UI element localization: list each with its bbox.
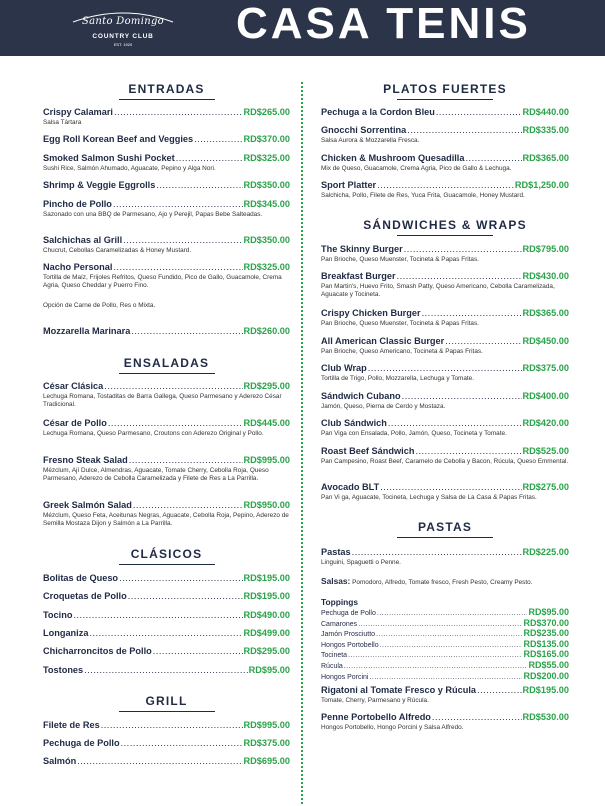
item-name: Avocado BLT <box>321 482 380 492</box>
item-name: Nacho Personal <box>43 262 113 272</box>
menu-item <box>43 573 290 584</box>
section-title: PLATOS FUERTES <box>383 82 507 96</box>
leader-dots <box>114 107 243 118</box>
item-price: RD$795.00 <box>522 244 569 254</box>
item-name: Pechuga a la Cordon Bleu <box>321 107 435 117</box>
leader-dots <box>380 482 521 493</box>
item-name: Smoked Salmon Sushi Pocket <box>43 153 175 163</box>
item-note: Opción de Carne de Pollo, Res o Mixta. <box>43 302 156 309</box>
menu-item <box>43 262 290 290</box>
leader-dots <box>376 631 522 640</box>
section-title: ENTRADAS <box>128 82 205 96</box>
leader-dots <box>368 363 522 374</box>
salsas-list: Pomodoro, Alfredo, Tomate fresco, Fresh Pesto, Creamy Pesto. <box>352 579 533 586</box>
logo-club: COUNTRY CLUB <box>92 33 154 40</box>
item-name: Sport Platter <box>321 180 377 190</box>
section-grill <box>43 694 290 712</box>
menu-item <box>43 591 290 602</box>
menu-item <box>43 610 290 621</box>
item-description: Pan Brioche, Queso Muenster, Tocineta & Papas Fritas. <box>321 256 479 263</box>
topping-name: Rúcula <box>321 662 343 670</box>
item-price: RD$400.00 <box>522 391 569 401</box>
menu-item <box>321 685 569 705</box>
leader-dots <box>348 652 522 661</box>
item-price: RD$275.00 <box>522 482 569 492</box>
item-name: Fresno Steak Salad <box>43 455 128 465</box>
section-title: CLÁSICOS <box>130 547 203 561</box>
item-description: Pan Martin's, Huevo Frito, Smash Patty, Queso Americano, Cebolla Caramelizada, Aguacate y Tocineta. <box>321 283 555 298</box>
item-description: Salchicha, Pollo, Filete de Res, Yuca Frita, Guacamole, Honey Mustard. <box>321 192 525 199</box>
logo-script: Santo Domingo <box>82 16 164 27</box>
club-logo <box>64 6 182 52</box>
toppings-list <box>321 608 569 682</box>
item-name: Shrimp & Veggie Eggrolls <box>43 180 156 190</box>
item-price: RD$375.00 <box>522 363 569 373</box>
item-price: RD$225.00 <box>522 547 569 557</box>
item-price: RD$1,250.00 <box>514 180 569 190</box>
item-name: Egg Roll Korean Beef and Veggies <box>43 134 194 144</box>
leader-dots <box>432 712 522 723</box>
item-description: Tortilla de Maíz, Frijoles Refritos, Queso Fundido, Pico de Gallo, Guacamole, Crema Agria, Queso Cheddar y Puerro Fino. <box>43 274 282 289</box>
section-ensaladas <box>43 356 290 374</box>
logo-est: EST. 1920 <box>113 42 133 47</box>
menu-item <box>43 153 290 173</box>
topping-row <box>321 672 569 683</box>
leader-dots <box>101 720 243 731</box>
menu-item <box>43 134 290 145</box>
topping-price: RD$165.00 <box>523 649 569 660</box>
leader-dots <box>153 646 243 657</box>
item-description: Salsa Tártara <box>43 119 82 126</box>
item-name: Greek Salmón Salad <box>43 500 132 510</box>
item-name: Salchichas al Grill <box>43 235 123 245</box>
item-price: RD$195.00 <box>243 591 290 601</box>
topping-price: RD$135.00 <box>523 638 569 649</box>
menu-item <box>321 363 569 383</box>
leader-dots <box>407 125 521 136</box>
item-price: RD$365.00 <box>522 308 569 318</box>
item-price: RD$265.00 <box>243 107 290 117</box>
leader-dots <box>445 336 521 347</box>
item-price: RD$445.00 <box>243 418 290 428</box>
item-name: César Clásica <box>43 381 104 391</box>
leader-dots <box>344 663 528 672</box>
item-name: Roast Beef Sándwich <box>321 446 415 456</box>
item-description: Chucrut, Cebollas Caramelizadas & Honey Mustard. <box>43 247 192 254</box>
item-price: RD$950.00 <box>243 500 290 510</box>
item-description: Jamón, Queso, Pierna de Cerdo y Mostaza. <box>321 403 446 410</box>
menu-item <box>43 235 290 255</box>
leader-dots <box>77 756 242 767</box>
item-name: Gnocchi Sorrentina <box>321 125 407 135</box>
leader-dots <box>422 308 522 319</box>
menu-item <box>321 153 569 173</box>
menu-item <box>43 738 290 749</box>
menu-item <box>321 244 569 264</box>
item-price: RD$490.00 <box>243 610 290 620</box>
item-price: RD$995.00 <box>243 720 290 730</box>
item-price: RD$325.00 <box>243 262 290 272</box>
item-description: Mézclum, Queso Feta, Aceitunas Negras, Aguacate, Cebolla Roja, Pepino, Aderezo de Semilla Mostaza Dijon y Salmón a La Parrilla. <box>43 512 289 527</box>
menu-item <box>321 446 569 466</box>
menu-item <box>321 712 569 732</box>
item-name: César de Pollo <box>43 418 107 428</box>
menu-item <box>43 180 290 191</box>
item-price: RD$295.00 <box>243 381 290 391</box>
item-description: Tomate, Cherry, Parmesano y Rúcula. <box>321 697 429 704</box>
menu-item <box>321 418 569 438</box>
item-price: RD$430.00 <box>522 271 569 281</box>
menu-item <box>43 199 290 219</box>
item-name: Chicharroncitos de Pollo <box>43 646 152 656</box>
item-name: Sándwich Cubano <box>321 391 401 401</box>
section-rule <box>119 373 215 374</box>
topping-name: Jamón Prosciutto <box>321 631 376 639</box>
topping-price: RD$370.00 <box>523 617 569 628</box>
menu-item <box>43 381 290 409</box>
item-name: Pastas <box>321 547 351 557</box>
section-rule <box>397 235 493 236</box>
topping-name: Hongos Porcini <box>321 673 369 681</box>
item-description: Mix de Queso, Guacamole, Crema Agria, Pico de Gallo & Lechuga. <box>321 165 512 172</box>
item-name: Crispy Chicken Burger <box>321 308 421 318</box>
item-price: RD$350.00 <box>243 235 290 245</box>
leader-dots <box>131 326 242 337</box>
topping-row <box>321 608 569 619</box>
section-sandwiches <box>321 218 569 236</box>
leader-dots <box>113 199 243 210</box>
item-price: RD$345.00 <box>243 199 290 209</box>
section-title: SÁNDWICHES & WRAPS <box>363 218 527 232</box>
item-price: RD$440.00 <box>522 107 569 117</box>
item-price: RD$260.00 <box>243 326 290 336</box>
item-description: Tortilla de Trigo, Pollo, Mozzarella, Lechuga y Tomate. <box>321 375 474 382</box>
item-name: Club Sándwich <box>321 418 387 428</box>
menu-item <box>43 756 290 767</box>
item-description: Linguini, Spaguetti o Penne. <box>321 559 401 566</box>
menu-item <box>321 308 569 328</box>
menu-item <box>43 665 290 676</box>
item-name: Pincho de Pollo <box>43 199 112 209</box>
item-name: Mozzarella Marinara <box>43 326 131 336</box>
item-price: RD$695.00 <box>243 756 290 766</box>
salsas-label: Salsas: <box>321 576 351 586</box>
topping-price: RD$55.00 <box>528 659 569 670</box>
item-name: Tostones <box>43 665 84 675</box>
section-rule <box>397 99 493 100</box>
topping-price: RD$95.00 <box>528 607 569 617</box>
toppings-title: Toppings <box>321 597 359 607</box>
section-clasicos <box>43 547 290 565</box>
leader-dots <box>104 381 242 392</box>
item-price: RD$450.00 <box>522 336 569 346</box>
leader-dots <box>119 573 242 584</box>
leader-dots <box>465 153 521 164</box>
section-rule <box>119 564 215 565</box>
item-description: Sushi Rice, Salmón Ahumado, Aguacate, Pepino y Alga Nori. <box>43 165 216 172</box>
item-price: RD$365.00 <box>522 153 569 163</box>
item-name: Breakfast Burger <box>321 271 396 281</box>
item-name: Croquetas de Pollo <box>43 591 127 601</box>
section-rule <box>397 537 493 538</box>
leader-dots <box>415 446 521 457</box>
page-title: CASA TENIS <box>236 0 531 48</box>
leader-dots <box>194 134 242 145</box>
leader-dots <box>358 621 522 630</box>
section-platos-fuertes <box>321 82 569 100</box>
topping-name: Pechuga de Pollo <box>321 610 376 617</box>
item-price: RD$195.00 <box>243 573 290 583</box>
item-name: Penne Portobello Alfredo <box>321 712 431 722</box>
item-description: Pan Campesino, Roast Beef, Caramelo de Cebolla y Bacon, Rúcula, Queso Emmental. <box>321 458 569 465</box>
section-title: ENSALADAS <box>123 356 210 370</box>
menu-item <box>321 547 569 567</box>
leader-dots <box>352 547 522 558</box>
section-pastas <box>321 520 569 538</box>
leader-dots <box>380 642 523 651</box>
leader-dots <box>377 610 528 619</box>
salsas-line <box>321 577 569 587</box>
item-name: Filete de Res <box>43 720 100 730</box>
section-title: GRILL <box>145 694 188 708</box>
menu-item <box>43 646 290 657</box>
item-description: Mézclum, Ají Dulce, Almendras, Aguacate, Tomate Cherry, Cebolla Roja, Queso Parmesano, Aderezo de Cebolla Caramelizada y Filete de Res a La Parrilla. <box>43 467 269 482</box>
topping-name: Camarones <box>321 620 358 628</box>
item-description: Pan Brioche, Queso Americano, Tocineta & Papas Fritas. <box>321 348 483 355</box>
leader-dots <box>84 665 247 676</box>
logo-arc-icon <box>68 10 178 24</box>
section-entradas <box>43 82 290 100</box>
leader-dots <box>477 685 521 696</box>
item-name: Pechuga de Pollo <box>43 738 120 748</box>
leader-dots <box>133 500 243 511</box>
item-name: Longaniza <box>43 628 89 638</box>
item-name: Club Wrap <box>321 363 367 373</box>
section-rule <box>119 99 215 100</box>
item-price: RD$375.00 <box>243 738 290 748</box>
item-price: RD$420.00 <box>522 418 569 428</box>
item-name: Salmón <box>43 756 77 766</box>
menu-item <box>43 326 290 337</box>
menu-item <box>43 455 290 483</box>
item-price: RD$325.00 <box>243 153 290 163</box>
column-divider <box>301 82 303 804</box>
item-description: Lechuga Romana, Queso Parmesano, Croutons con Aderezo Original y Pollo. <box>43 430 264 437</box>
leader-dots <box>402 391 522 402</box>
item-price: RD$995.00 <box>243 455 290 465</box>
item-price: RD$295.00 <box>243 646 290 656</box>
menu-item <box>321 391 569 411</box>
item-name: Rigatoni al Tomate Fresco y Rúcula <box>321 685 477 695</box>
item-name: Tocino <box>43 610 73 620</box>
section-title: PASTAS <box>417 520 473 534</box>
leader-dots <box>108 418 243 429</box>
leader-dots <box>369 674 522 683</box>
leader-dots <box>176 153 243 164</box>
menu-item <box>321 482 569 502</box>
menu-item <box>43 418 290 438</box>
item-description: Hongos Portobello, Hongo Porcini y Salsa Alfredo. <box>321 724 464 731</box>
topping-row <box>321 661 569 672</box>
leader-dots <box>388 418 522 429</box>
leader-dots <box>128 591 243 602</box>
item-name: All American Classic Burger <box>321 336 445 346</box>
item-name: Crispy Calamari <box>43 107 113 117</box>
item-name: The Skinny Burger <box>321 244 403 254</box>
header-bar <box>0 0 605 56</box>
leader-dots <box>156 180 242 191</box>
leader-dots <box>397 271 522 282</box>
topping-price: RD$200.00 <box>523 670 569 681</box>
leader-dots <box>129 455 243 466</box>
item-price: RD$95.00 <box>248 665 290 675</box>
menu-item <box>321 107 569 118</box>
item-description: Sazonado con una BBQ de Parmesano, Ajo y Perejil, Papas Bebe Salteadas. <box>43 211 263 218</box>
leader-dots <box>404 244 522 255</box>
item-description: Pan Viga con Ensalada, Pollo, Jamón, Queso, Tocineta y Tomate. <box>321 430 507 437</box>
section-rule <box>119 711 215 712</box>
menu-item <box>321 271 569 299</box>
leader-dots <box>436 107 522 118</box>
leader-dots <box>89 628 242 639</box>
item-description: Pan Brioche, Queso Muenster, Tocineta & Papas Fritas. <box>321 320 479 327</box>
item-price: RD$195.00 <box>522 685 569 695</box>
menu-item <box>43 628 290 639</box>
leader-dots <box>121 738 243 749</box>
menu-item <box>321 180 569 200</box>
item-name: Bolitas de Queso <box>43 573 119 583</box>
item-price: RD$530.00 <box>522 712 569 722</box>
item-description: Lechuga Romana, Tostaditas de Barra Gallega, Queso Parmesano y Aderezo César Tradicional. <box>43 393 282 408</box>
leader-dots <box>113 262 242 273</box>
item-price: RD$499.00 <box>243 628 290 638</box>
topping-name: Tocineta <box>321 652 348 660</box>
item-description: Pan Vi ga, Aguacate, Tocineta, Lechuga y Salsa de La Casa & Papas Fritas. <box>321 494 537 501</box>
menu-item <box>321 336 569 356</box>
item-price: RD$350.00 <box>243 180 290 190</box>
menu-item <box>43 107 290 127</box>
item-price: RD$370.00 <box>243 134 290 144</box>
menu-item <box>43 720 290 731</box>
item-name: Chicken & Mushroom Quesadilla <box>321 153 465 163</box>
menu-item <box>43 500 290 528</box>
topping-price: RD$235.00 <box>523 628 569 639</box>
menu-item <box>321 125 569 145</box>
item-price: RD$525.00 <box>522 446 569 456</box>
leader-dots <box>377 180 514 191</box>
topping-name: Hongos Portobello <box>321 641 379 649</box>
item-price: RD$335.00 <box>522 125 569 135</box>
leader-dots <box>73 610 242 621</box>
leader-dots <box>123 235 242 246</box>
item-description: Salsa Aurora & Mozzarella Fresca. <box>321 137 420 144</box>
